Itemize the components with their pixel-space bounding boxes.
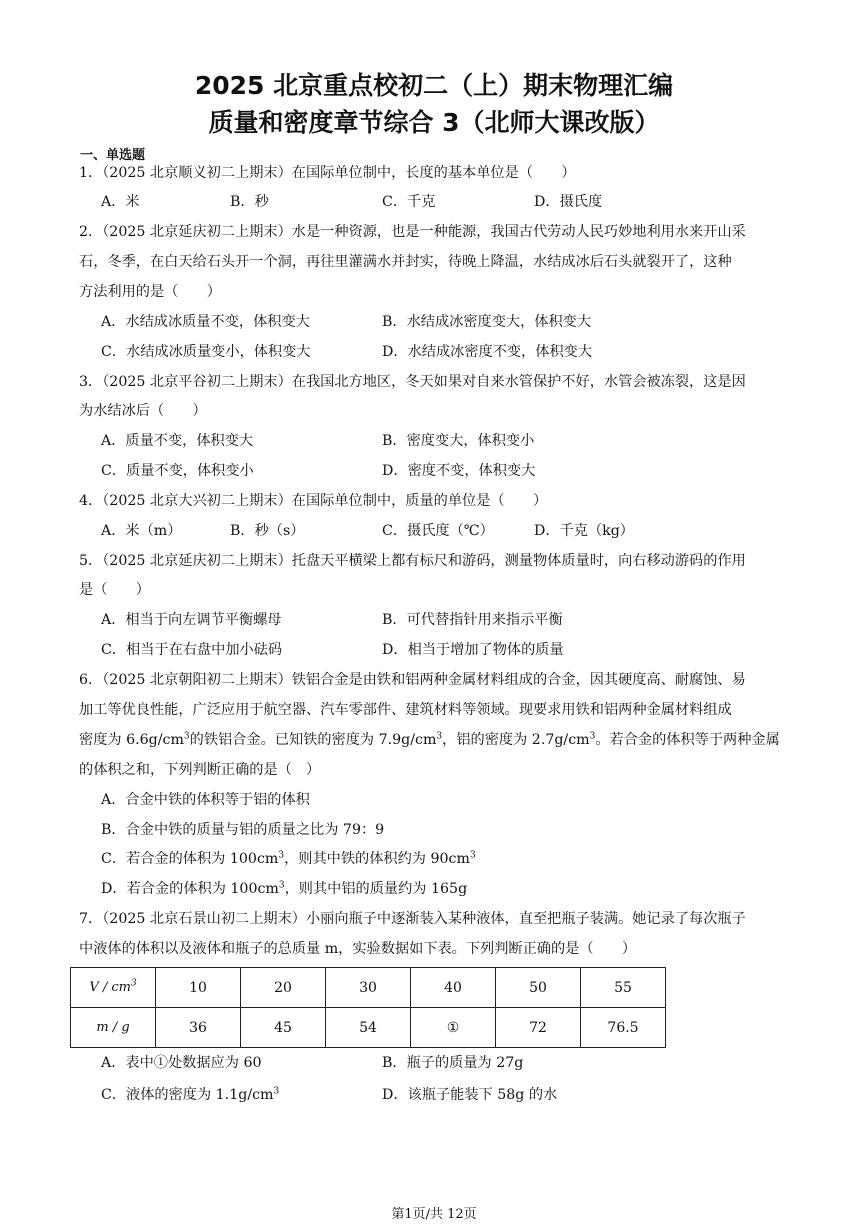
- q5-option-d: D．相当于增加了物体的质量: [382, 642, 564, 658]
- q6-stem-line3: [79, 730, 780, 750]
- q5-stem-line2: 是（ ）: [79, 582, 150, 598]
- page-title-line2: 质量和密度章节综合 3（北师大课改版）: [208, 108, 660, 137]
- table-row: [71, 1008, 666, 1048]
- q6-option-d: [101, 879, 467, 899]
- table-cell: 50: [496, 968, 581, 1008]
- q6-stem-line1: 6．（2025 北京朝阳初二上期末）铁铝合金是由铁和铝两种金属材料组成的合金，因其硬度高、耐腐蚀、易: [79, 672, 746, 688]
- q6-stem-line4: 的体积之和，下列判断正确的是（ ）: [79, 762, 321, 778]
- table-row: [71, 968, 666, 1008]
- q6-stem-line3-part1: 密度为 6.6g/cm: [79, 732, 184, 748]
- q4-option-c: C．摄氏度（℃）: [382, 523, 494, 539]
- superscript: 3: [589, 731, 596, 742]
- q2-option-c: C．水结成冰质量变小，体积变大: [101, 344, 311, 360]
- q6-option-d-part2: ，则其中铝的质量约为 165g: [284, 881, 468, 897]
- q5-stem-line1: 5．（2025 北京延庆初二上期末）托盘天平横梁上都有标尺和游码，测量物体质量时，向右移动游码的作用: [79, 553, 746, 569]
- q7-option-d: D．该瓶子能装下 58g 的水: [382, 1087, 558, 1103]
- data-table: [70, 967, 666, 1048]
- table-cell: 72: [496, 1008, 581, 1048]
- table-header-volume: V / $cm^3$: [71, 968, 156, 1008]
- q7-stem-line1: 7．（2025 北京石景山初二上期末）小丽向瓶子中逐渐装入某种液体，直至把瓶子装满。她记录了每次瓶子: [79, 911, 746, 927]
- q7-stem-line2: 中液体的体积以及液体和瓶子的总质量 m，实验数据如下表。下列判断正确的是（ ）: [79, 941, 637, 957]
- superscript: 3: [278, 880, 285, 891]
- q6-stem-line3-part3: ，铝的密度为 2.7g/cm: [442, 732, 590, 748]
- q2-stem-line2: 石，冬季，在白天给石头开一个洞，再往里灌满水并封实，待晚上降温，水结成冰后石头就裂开了，这种: [79, 254, 732, 270]
- q6-option-b: B．合金中铁的质量与铝的质量之比为 79：9: [101, 822, 385, 838]
- q6-option-c-part1: C．若合金的体积为 100cm: [101, 851, 279, 867]
- superscript: 3: [183, 731, 190, 742]
- q6-stem-line2: 加工等优良性能，广泛应用于航空器、汽车零部件、建筑材料等领域。现要求用铁和铝两种金属材料组成: [79, 702, 732, 718]
- page-title-line1: 2025 北京重点校初二（上）期末物理汇编: [194, 71, 674, 100]
- q4-stem: 4．（2025 北京大兴初二上期末）在国际单位制中，质量的单位是（ ）: [79, 493, 548, 509]
- table-cell: 55: [581, 968, 666, 1008]
- q2-option-b: B．水结成冰密度变大，体积变大: [382, 314, 592, 330]
- q6-option-c: [101, 849, 476, 869]
- q3-option-c: C．质量不变，体积变小: [101, 463, 254, 479]
- q2-stem-line3: 方法利用的是（ ）: [79, 284, 221, 300]
- q1-option-a: A．米: [101, 194, 140, 210]
- q7-option-c: [101, 1085, 279, 1105]
- q1-option-b: B．秒: [230, 194, 269, 210]
- q6-option-d-part1: D．若合金的体积为 100cm: [101, 881, 279, 897]
- superscript: 3: [436, 731, 443, 742]
- q4-option-d: D．千克（kg）: [534, 523, 634, 539]
- q3-option-d: D．密度不变，体积变大: [382, 463, 536, 479]
- table-header-mass: m / g: [71, 1008, 156, 1048]
- q1-option-d: D．摄氏度: [534, 194, 603, 210]
- q4-option-b: B．秒（s）: [230, 523, 305, 539]
- table-cell: 36: [156, 1008, 241, 1048]
- q3-stem-line2: 为水结冰后（ ）: [79, 403, 207, 419]
- table-cell: 40: [411, 968, 496, 1008]
- q3-stem-line1: 3．（2025 北京平谷初二上期末）在我国北方地区，冬天如果对自来水管保护不好，水管会被冻裂，这是因: [79, 374, 746, 390]
- q5-option-c: C．相当于在右盘中加小砝码: [101, 642, 283, 658]
- table-cell: 45: [241, 1008, 326, 1048]
- section-heading: 一、单选题: [80, 148, 146, 163]
- table-cell: 76.5: [581, 1008, 666, 1048]
- table-cell: ①: [411, 1008, 496, 1048]
- q2-option-d: D．水结成冰密度不变，体积变大: [382, 344, 593, 360]
- q7-option-c-text: C．液体的密度为 1.1g/cm: [101, 1087, 274, 1103]
- q6-option-a: A．合金中铁的体积等于铝的体积: [101, 792, 310, 808]
- table-cell: 10: [156, 968, 241, 1008]
- superscript: 3: [278, 850, 285, 861]
- q7-option-b: B．瓶子的质量为 27g: [382, 1055, 524, 1071]
- q6-stem-line3-part4: 。若合金的体积等于两种金属: [595, 732, 780, 748]
- table-cell: 54: [326, 1008, 411, 1048]
- q2-option-a: A．水结成冰质量不变，体积变大: [101, 314, 310, 330]
- q7-option-a: A．表中①处数据应为 60: [101, 1055, 262, 1071]
- q5-option-b: B．可代替指针用来指示平衡: [382, 612, 563, 628]
- q3-option-b: B．密度变大，体积变小: [382, 433, 535, 449]
- q3-option-a: A．质量不变，体积变大: [101, 433, 254, 449]
- q6-option-c-part2: ，则其中铁的体积约为 90cm: [284, 851, 470, 867]
- superscript: 3: [469, 850, 476, 861]
- q5-option-a: A．相当于向左调节平衡螺母: [101, 612, 282, 628]
- page-footer: 第1页/共 12页: [391, 1207, 477, 1222]
- table-cell: 30: [326, 968, 411, 1008]
- q1-option-c: C．千克: [382, 194, 436, 210]
- q2-stem-line1: 2．（2025 北京延庆初二上期末）水是一种资源，也是一种能源，我国古代劳动人民巧妙地利用水来开山采: [79, 224, 746, 240]
- q1-stem: 1．（2025 北京顺义初二上期末）在国际单位制中，长度的基本单位是（ ）: [79, 165, 576, 181]
- superscript: 3: [273, 1086, 280, 1097]
- q4-option-a: A．米（m）: [101, 523, 182, 539]
- table-cell: 20: [241, 968, 326, 1008]
- q6-stem-line3-part2: 的铁铝合金。已知铁的密度为 7.9g/cm: [189, 732, 437, 748]
